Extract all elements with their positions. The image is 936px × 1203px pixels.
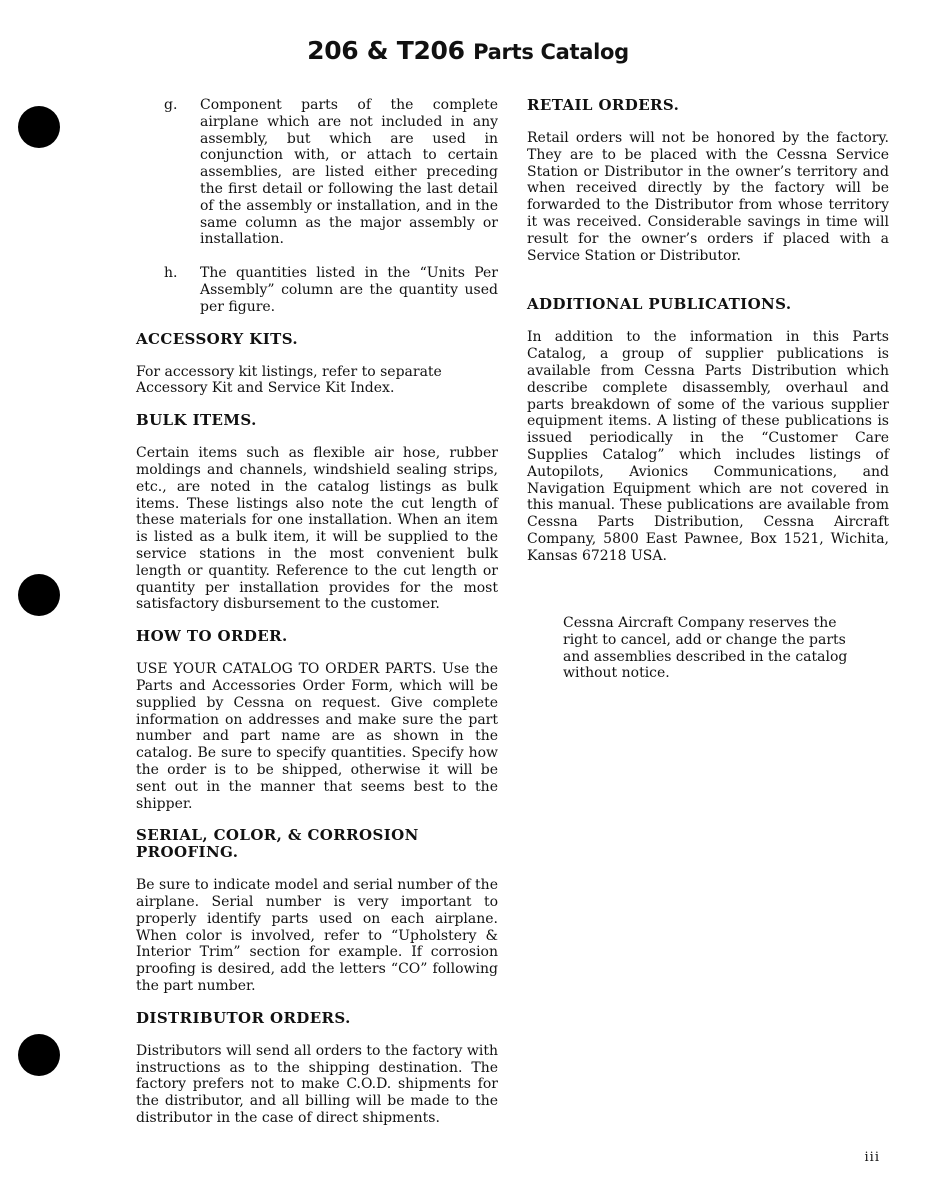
page-title [0, 36, 936, 65]
binder-hole-bottom [18, 1034, 60, 1076]
section-body-bulk-items: Certain items such as flexible air hose, rubber moldings and channels, windshield sealing strips, etc., are noted in the catalog listings as bulk items. These listings also note the cut length of these materials for one installation. When an item is listed as a bulk item, it will be supplied to the service stations in the most convenient bulk length or quantity. Reference to the cut length or quantity per installation provides for the most satisfactory disbursement to the customer. [136, 445, 498, 613]
section-heading-accessory-kits: ACCESSORY KITS. [136, 329, 299, 348]
section-body-accessory-kits: For accessory kit listings, refer to separate Accessory Kit and Service Kit Index. [136, 363, 442, 397]
binder-hole-top [18, 106, 60, 148]
reservation-notice: Cessna Aircraft Company reserves the right to cancel, add or change the parts and assemblies described in the catalog without notice. [563, 615, 848, 682]
section-heading-how-to-order: HOW TO ORDER. [136, 627, 288, 646]
section-body-serial-color: Be sure to indicate model and serial number of the airplane. Serial number is very important to properly identify parts used on each airplane. When color is involved, refer to “Upholstery & Interior Trim” section for example. If corrosion proofing is desired, add the letters “CO” following the part number. [136, 877, 498, 995]
section-body-retail-orders: Retail orders will not be honored by the factory. They are to be placed with the Cessna Service Station or Distributor in the owner’s territory and when received directly by the factory will be forwarded to the Distributor from whose territory it was received. Considerable savings in time will result for the owner’s orders if placed with a Service Station or Distributor. [527, 130, 889, 264]
list-marker: h. [164, 265, 178, 282]
binder-hole-middle [18, 574, 60, 616]
title-main: 206 & T206 [307, 36, 465, 65]
list-item-h [136, 265, 498, 315]
left-column [136, 97, 498, 1127]
right-column [527, 97, 889, 565]
section-heading-bulk-items: BULK ITEMS. [136, 411, 257, 430]
notice-block [563, 615, 851, 682]
section-heading-additional-publications: ADDITIONAL PUBLICATIONS. [527, 295, 792, 314]
page-number: iii [864, 1150, 880, 1165]
section-body-distributor-orders: Distributors will send all orders to the factory with instructions as to the shipping destination. The factory prefers not to make C.O.D. shipments for the distributor, and all billing will be made to the distributor in the case of direct shipments. [136, 1042, 498, 1127]
list-item-text: The quantities listed in the “Units Per Assembly” column are the quantity used per figure. [200, 265, 498, 315]
section-heading-distributor-orders: DISTRIBUTOR ORDERS. [136, 1008, 351, 1027]
title-tail: Parts Catalog [473, 40, 629, 64]
heading-line: PROOFING. [136, 843, 239, 862]
section-body-how-to-order: USE YOUR CATALOG TO ORDER PARTS. Use the Parts and Accessories Order Form, which will be supplied by Cessna on request. Give complete information on addresses and make sure the part number and part name are as shown in the catalog. Be sure to specify quantities. Specify how the order is to be shipped, otherwise it will be sent out in the manner that seems best to the shipper. [136, 661, 498, 812]
list-item-g [136, 97, 498, 248]
section-heading-serial-color [136, 827, 498, 861]
section-body-additional-publications: In addition to the information in this Parts Catalog, a group of supplier publications is available from Cessna Parts Distribution which describe complete disassembly, overhaul and parts breakdown of some of the various supplier equipment items. A listing of these publications is issued periodically in the “Customer Care Supplies Catalog” which includes listings of Autopilots, Avionics Communications, and Navigation Equipment which are not covered in this manual. These publications are available from Cessna Parts Distribution, Cessna Aircraft Company, 5800 East Pawnee, Box 1521, Wichita, Kansas 67218 USA. [527, 329, 889, 564]
heading-line: SERIAL, COLOR, & CORROSION [136, 826, 419, 845]
section-heading-retail-orders: RETAIL ORDERS. [527, 96, 680, 114]
list-marker: g. [164, 97, 178, 113]
list-item-text: Component parts of the complete airplane which are not included in any assembly, but which are used in conjunction with, or attach to certain assemblies, are listed either preceding the first detail or following the last detail of the assembly or installation, and in the same column as the major assembly or installation. [200, 97, 498, 248]
